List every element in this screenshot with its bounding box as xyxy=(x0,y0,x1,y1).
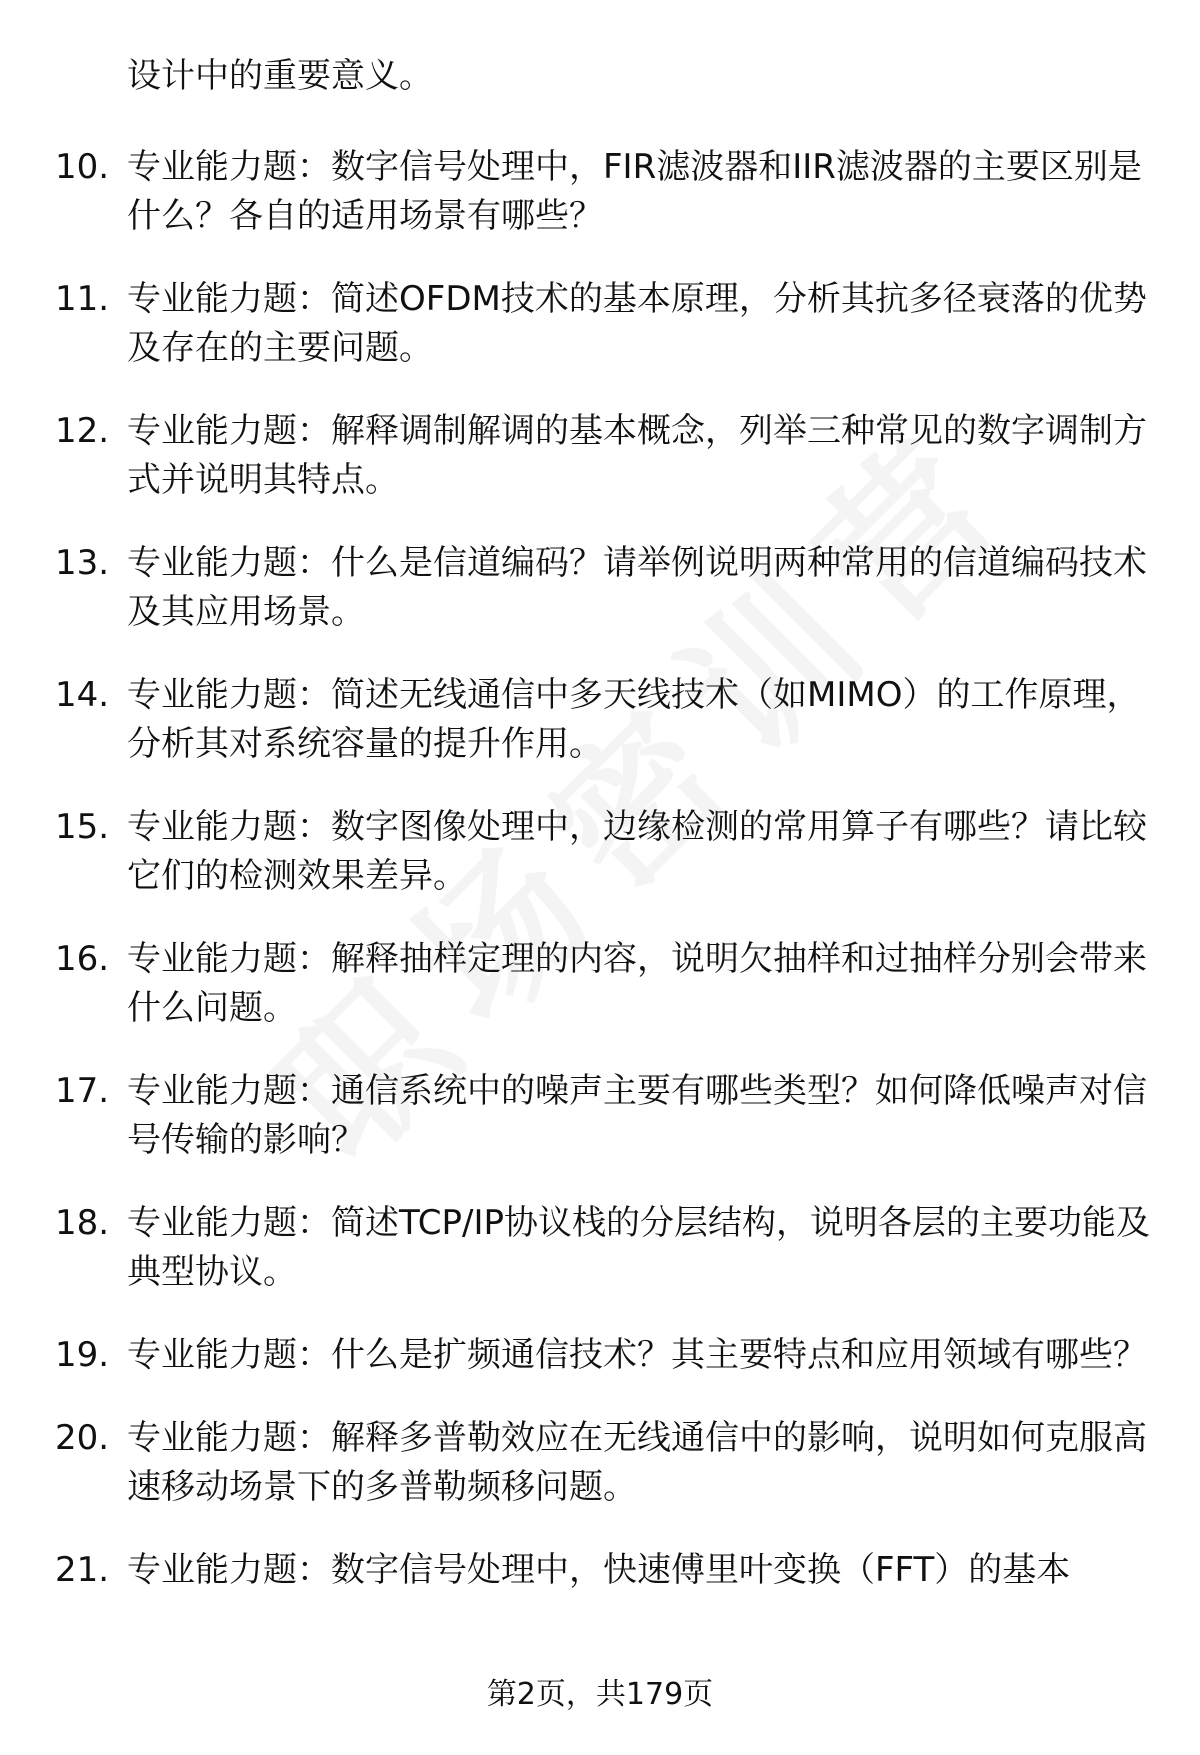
question-number: 20. xyxy=(55,1418,110,1458)
continuation-text: 设计中的重要意义。 xyxy=(127,56,433,96)
question-number: 16. xyxy=(55,939,110,979)
question-text: 专业能力题：简述OFDM技术的基本原理，分析其抗多径衰落的优势及存在的主要问题。 xyxy=(127,279,1147,368)
question-item xyxy=(55,1067,1150,1165)
question-number: 13. xyxy=(55,543,110,583)
question-item xyxy=(55,671,1150,769)
page-footer: 第2页，共179页 xyxy=(486,1677,714,1712)
question-text: 专业能力题：数字图像处理中，边缘检测的常用算子有哪些？请比较它们的检测效果差异。 xyxy=(127,807,1147,896)
question-item xyxy=(55,1414,1150,1512)
question-text: 专业能力题：解释抽样定理的内容，说明欠抽样和过抽样分别会带来什么问题。 xyxy=(127,939,1147,1028)
question-number: 10. xyxy=(55,147,110,187)
question-number: 11. xyxy=(55,279,110,319)
question-text: 专业能力题：简述TCP/IP协议栈的分层结构，说明各层的主要功能及典型协议。 xyxy=(127,1203,1151,1292)
question-text: 专业能力题：解释调制解调的基本概念，列举三种常见的数字调制方式并说明其特点。 xyxy=(127,411,1147,500)
question-item xyxy=(55,803,1150,901)
question-number: 19. xyxy=(55,1335,110,1375)
question-text: 专业能力题：简述无线通信中多天线技术（如MIMO）的工作原理，分析其对系统容量的提升作用。 xyxy=(127,675,1141,764)
question-text: 专业能力题：什么是扩频通信技术？其主要特点和应用领域有哪些？ xyxy=(127,1335,1147,1375)
question-item xyxy=(55,1331,1150,1380)
question-number: 17. xyxy=(55,1071,110,1111)
question-text: 专业能力题：数字信号处理中，FIR滤波器和IIR滤波器的主要区别是什么？各自的适用场景有哪些？ xyxy=(127,147,1142,236)
question-item xyxy=(55,539,1150,637)
question-text: 专业能力题：通信系统中的噪声主要有哪些类型？如何降低噪声对信号传输的影响？ xyxy=(127,1071,1147,1160)
question-text: 专业能力题：解释多普勒效应在无线通信中的影响，说明如何克服高速移动场景下的多普勒频移问题。 xyxy=(127,1418,1147,1507)
question-number: 15. xyxy=(55,807,110,847)
question-number: 18. xyxy=(55,1203,110,1243)
question-number: 12. xyxy=(55,411,110,451)
question-number: 21. xyxy=(55,1550,110,1590)
question-item xyxy=(55,1546,1150,1595)
question-item xyxy=(55,143,1150,241)
question-item xyxy=(55,275,1150,373)
question-list xyxy=(55,52,1150,1629)
question-text: 专业能力题：数字信号处理中，快速傅里叶变换（FFT）的基本 xyxy=(127,1550,1071,1590)
question-item xyxy=(55,1199,1150,1297)
question-number: 14. xyxy=(55,675,110,715)
question-text: 专业能力题：什么是信道编码？请举例说明两种常用的信道编码技术及其应用场景。 xyxy=(127,543,1147,632)
question-item xyxy=(55,407,1150,505)
question-item xyxy=(55,935,1150,1033)
